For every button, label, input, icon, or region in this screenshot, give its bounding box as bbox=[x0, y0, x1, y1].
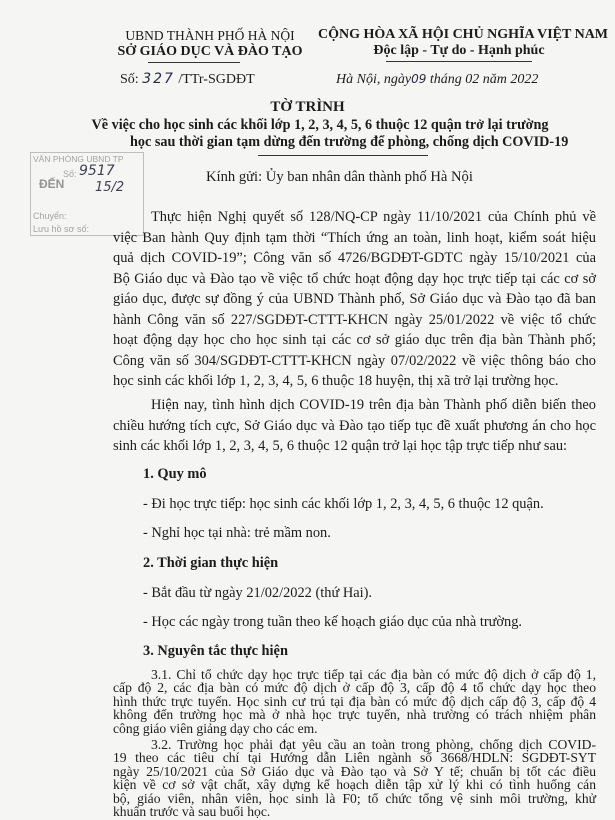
p1-line: học sinh các khối lớp 1, 2, 3, 4, 5, 6 thuộc 18 huyện, thị xã trở lại trường học. bbox=[113, 373, 559, 389]
paragraph-2 bbox=[113, 395, 596, 457]
s3-2-line: 19 theo các tiêu chí tại Hướng dẫn Liên ngành số 3668/HDLN: SGDĐT-SYT bbox=[113, 750, 596, 766]
p1-line: quả dịch COVID-19”; Công văn số 4726/BGDĐT-GDTC ngày 15/10/2021 của bbox=[113, 250, 596, 266]
stamp-number-label: Số: bbox=[63, 169, 77, 179]
p1-line: Thực hiện Nghị quyết số 128/NQ-CP ngày 11/10/2021 của Chính phủ về bbox=[151, 209, 596, 225]
country-name: CỘNG HÒA XÃ HỘI CHỦ NGHĨA VIỆT NAM bbox=[318, 27, 609, 42]
org-underline bbox=[148, 62, 240, 63]
section-3-2-text bbox=[113, 668, 596, 818]
date-suffix: tháng 02 năm 2022 bbox=[429, 72, 539, 87]
p1-line: việc Ban hành Quy định tạm thời “Thích ứng an toàn, linh hoạt, kiểm soát hiệu bbox=[113, 229, 596, 246]
stamp-archive-label: Lưu hồ sơ số: bbox=[33, 224, 89, 234]
s3-1-line: 3.1. Chỉ tổ chức dạy học trực tiếp tại các địa bàn có mức độ dịch ở cấp độ 1, bbox=[151, 667, 596, 682]
p1-line: Bộ Giáo dục và Đào tạo về việc tổ chức hoạt động dạy học trực tiếp tại các cơ sở bbox=[113, 270, 596, 287]
p1-line: hoạt động dạy học cho học sinh tại các cơ sở giáo dục trên địa bàn Thành phố; bbox=[113, 332, 596, 348]
stamp-number-handwritten: 9517 bbox=[79, 163, 115, 179]
subject-line-2: học sau thời gian tạm dừng đến trường để phòng, chống dịch COVID-19 bbox=[130, 134, 569, 150]
s3-2-line: 3.2. Trường học phải đạt yêu cầu an toàn trong phòng, chống dịch COVID- bbox=[151, 737, 596, 753]
recipient: Kính gửi: Ủy ban nhân dân thành phố Hà Nội bbox=[206, 169, 473, 185]
p1-line: hành Công văn số 227/SGDĐT-CTTT-KHCN ngày 25/01/2022 về việc tổ chức bbox=[113, 311, 596, 328]
number-handwritten: 327 bbox=[142, 71, 175, 87]
document-heading: TỜ TRÌNH bbox=[270, 99, 345, 115]
date-prefix: Hà Nội, ngày bbox=[336, 72, 412, 87]
stamp-incoming-label: ĐẾN bbox=[39, 177, 65, 191]
p2-line: sinh các khối lớp 1, 2, 3, 4, 5, 6 thuộc 12 quận trở lại học tập trực tiếp như sau: bbox=[113, 438, 568, 454]
motto-underline bbox=[386, 61, 532, 62]
date-day-handwritten: 09 bbox=[411, 72, 427, 86]
section-3-title: 3. Nguyên tắc thực hiện bbox=[143, 643, 288, 659]
p1-line: Công văn số 304/SGDĐT-CTTT-KHCN ngày 07/02/2022 về việc thông báo cho bbox=[113, 352, 596, 369]
s3-2-line: bộ, giáo viên, nhân viên, học sinh là F0; tổ chức tổng vệ sinh môi trường, khử bbox=[113, 790, 596, 806]
section-1-item: - Đi học trực tiếp: học sinh các khối lớp 1, 2, 3, 4, 5, 6 thuộc 12 quận. bbox=[143, 496, 544, 512]
org-parent: UBND THÀNH PHỐ HÀ NỘI bbox=[125, 28, 295, 43]
s3-2-line: kiện về cơ sở vật chất, xây dựng kế hoạch diễn tập xử lý khi có tình huống cán bbox=[113, 777, 596, 793]
subject-line-1: Về việc cho học sinh các khối lớp 1, 2, 3, 4, 5, 6 thuộc 12 quận trở lại trường bbox=[91, 117, 549, 133]
p1-line: giáo dục, được sự đồng ý của UBND Thành phố, Sở Giáo dục và Đào tạo đã ban bbox=[113, 291, 596, 307]
s3-1-line: hình thức trực tuyến. Học sinh cư trú tại địa bàn có mức độ dịch cấp độ 3, cấp độ 4 bbox=[113, 693, 596, 709]
stamp-transfer-label: Chuyển: bbox=[33, 211, 67, 221]
section-2-title: 2. Thời gian thực hiện bbox=[143, 555, 279, 571]
s3-2-line: khuẩn trước và sau buổi học. bbox=[113, 804, 271, 820]
section-2-item: - Học các ngày trong tuần theo kế hoạch giáo dục của nhà trường. bbox=[143, 614, 523, 630]
stamp-date-handwritten: 15/2 bbox=[95, 180, 125, 195]
number-suffix: /TTr-SGDĐT bbox=[178, 72, 255, 87]
document-date bbox=[336, 71, 538, 88]
s3-1-line: công giáo viên giảng dạy cho các em. bbox=[113, 720, 318, 736]
stamp-office: VĂN PHÒNG UBND TP bbox=[33, 154, 124, 164]
s3-1-line: không đến trường học mà ở nhà học trực tuyến, nhà trường có trách nhiệm phân bbox=[113, 707, 596, 723]
s3-1-line: cấp độ 2, các địa bàn có mức độ dịch ở cấp độ 3, cấp độ 4 tổ chức dạy học theo bbox=[113, 680, 596, 696]
section-1-item: - Nghỉ học tại nhà: trẻ mầm non. bbox=[143, 525, 331, 541]
national-motto: Độc lập - Tự do - Hạnh phúc bbox=[373, 43, 545, 58]
paragraph-1 bbox=[113, 207, 596, 392]
number-prefix: Số: bbox=[120, 72, 139, 87]
p2-line: chiều hướng tích cực, Sở Giáo dục và Đào tạo tiếp tục đề xuất phương án cho học bbox=[113, 417, 596, 434]
section-2-item: - Bắt đầu từ ngày 21/02/2022 (thứ Hai). bbox=[143, 585, 373, 601]
document-number bbox=[120, 71, 255, 88]
p2-line: Hiện nay, tình hình dịch COVID-19 trên địa bàn Thành phố diễn biến theo bbox=[151, 397, 596, 413]
subject-underline bbox=[258, 155, 428, 156]
org-name: SỞ GIÁO DỤC VÀ ĐÀO TẠO bbox=[117, 44, 303, 59]
s3-2-line: ngày 25/10/2021 của Sở Giáo dục và Đào tạo và Sở Y tế; chuẩn bị tốt các điều bbox=[113, 763, 596, 779]
section-1-title: 1. Quy mô bbox=[143, 466, 207, 482]
